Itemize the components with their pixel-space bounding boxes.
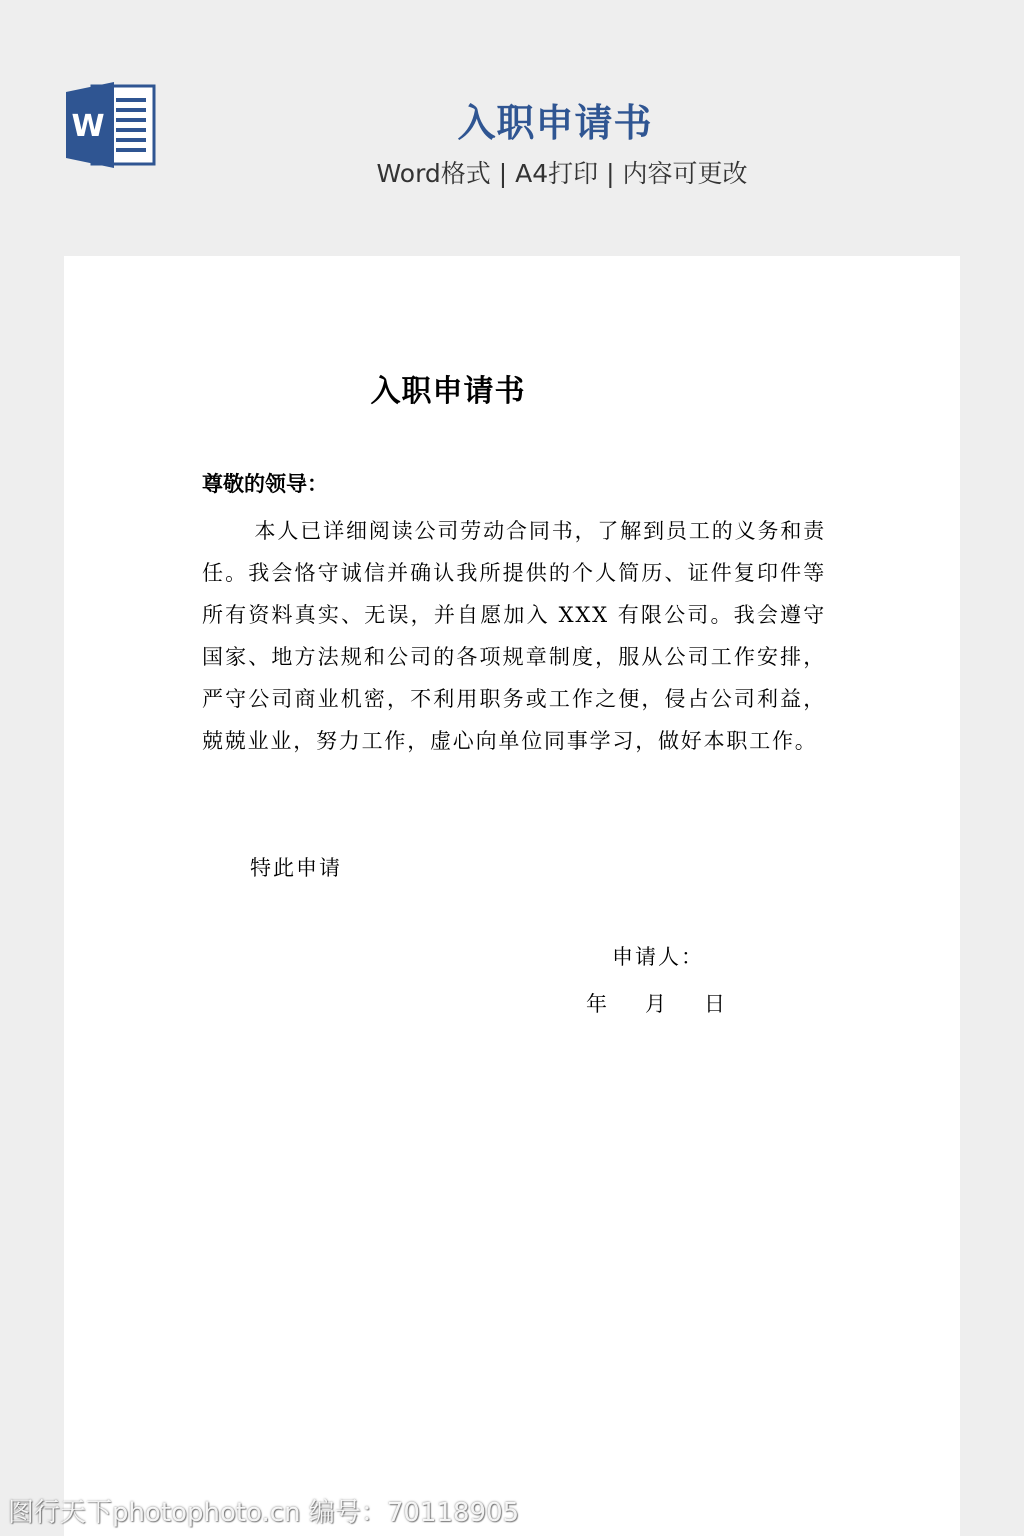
date-line bbox=[586, 988, 725, 1018]
document-page bbox=[64, 256, 960, 1536]
word-icon-letter: W bbox=[71, 109, 105, 144]
header-subtitle: Word格式 | A4打印 | 内容可更改 bbox=[376, 159, 748, 188]
body-paragraph: 本人已详细阅读公司劳动合同书，了解到员工的义务和责任。我会恪守诚信并确认我所提供的个人简历、证件复印件等所有资料真实、无误，并自愿加入 XXX 有限公司。我会遵守国家、地方法规和公司的各项规章制度，服从公司工作安排，严守公司商业机密，不利用职务或工作之便，侵占公司利益，兢兢业业，努力工作，虚心向单位同事学习，做好本职工作。 bbox=[202, 519, 826, 753]
date-year: 年 bbox=[586, 992, 607, 1016]
salutation: 尊敬的领导： bbox=[202, 471, 328, 496]
watermark: 图行天下photophoto.cn 编号：70118905 bbox=[8, 1498, 520, 1528]
applicant-label: 申请人： bbox=[612, 945, 704, 969]
date-month: 月 bbox=[645, 992, 666, 1016]
closing-line: 特此申请 bbox=[250, 856, 342, 880]
document-title: 入职申请书 bbox=[370, 374, 526, 409]
page-header bbox=[0, 0, 1024, 240]
date-day: 日 bbox=[704, 992, 725, 1016]
header-title: 入职申请书 bbox=[457, 101, 653, 145]
